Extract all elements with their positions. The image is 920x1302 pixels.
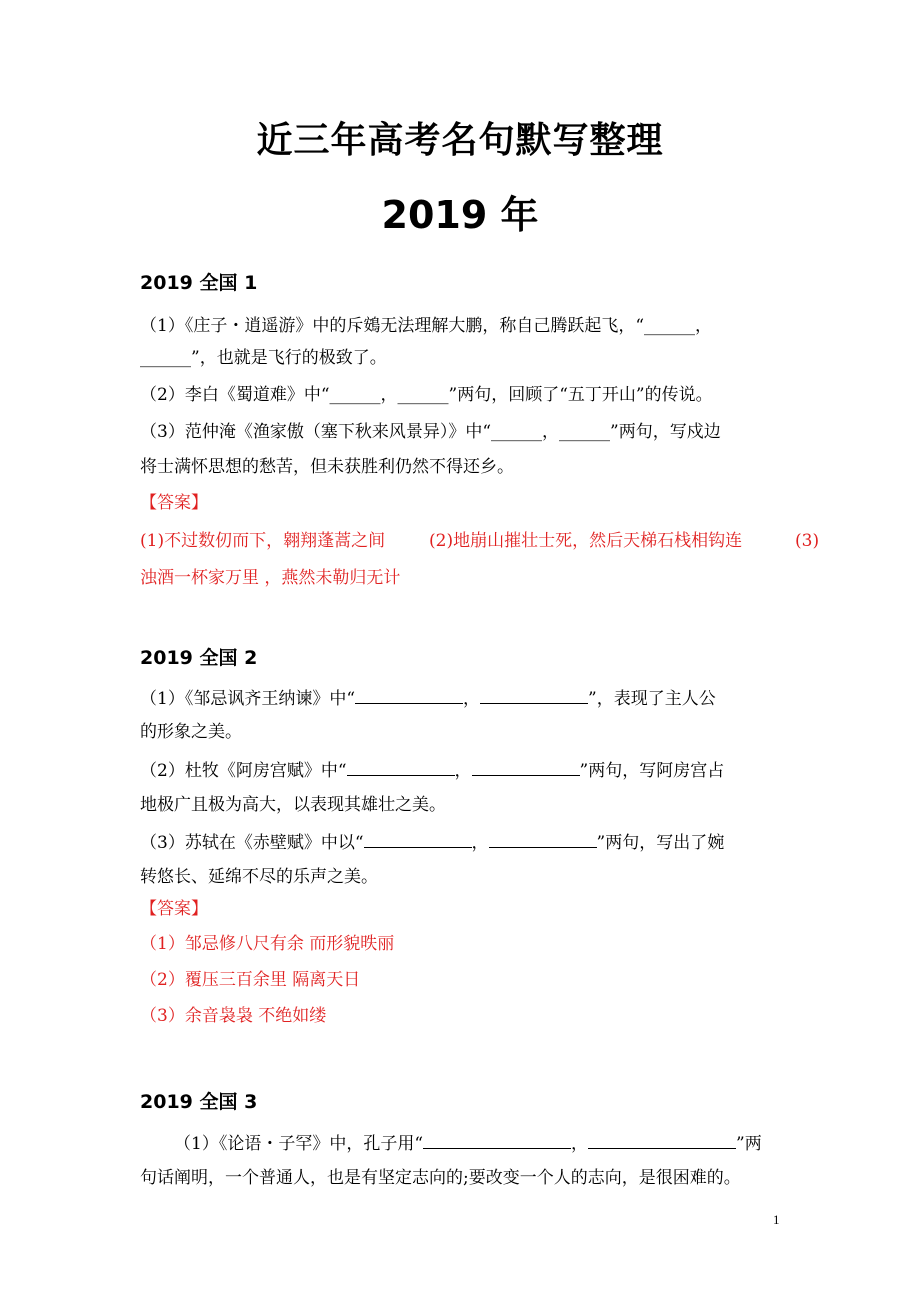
comma: ， (571, 1134, 589, 1154)
s1-question-2: （2）李白《蜀道难》中“______，______”两句，回顾了“五丁开山”的传说。 (140, 385, 713, 405)
s3-q1-prefix: （1）《论语・子罕》中，孔子用“ (174, 1134, 424, 1154)
s1-question-3-line-2: 将士满怀思想的愁苦，但未获胜利仍然不得还乡。 (140, 457, 514, 477)
year-heading: 2019 年 (381, 193, 539, 237)
s2-q2-suffix: ”两句，写阿房宫占 (579, 761, 725, 781)
s1-answer-3-number: (3) (795, 531, 820, 551)
answer-blank (480, 685, 588, 704)
s1-question-3-line-1: （3）范仲淹《渔家傲（塞下秋来风景异）》中“______，______”两句，写戍边 (140, 422, 721, 442)
answer-blank (355, 685, 463, 704)
answer-blank (588, 1130, 736, 1149)
s2-answer-label: 【答案】 (140, 899, 208, 919)
s2-question-1-line-1 (140, 685, 716, 711)
s2-answer-3: （3）余音袅袅 不绝如缕 (140, 1006, 327, 1026)
answer-blank (489, 829, 597, 848)
comma: ， (471, 833, 489, 853)
s2-question-2-line-1 (140, 757, 724, 783)
s2-answer-1: （1）邹忌修八尺有余 而形貌昳丽 (140, 934, 395, 954)
section-heading-3: 2019 全国 3 (140, 1091, 258, 1113)
section-heading-1: 2019 全国 1 (140, 272, 258, 294)
s3-q1-suffix: ”两 (736, 1134, 762, 1154)
s3-question-1-line-2: 句话阐明，一个普通人，也是有坚定志向的;要改变一个人的志向，是很困难的。 (140, 1168, 741, 1188)
answer-blank (347, 757, 455, 776)
comma: ， (454, 761, 472, 781)
s2-q1-suffix: ”，表现了主人公 (588, 689, 716, 709)
s1-answer-2: (2)地崩山摧壮士死，然后天梯石栈相钩连 (429, 531, 743, 551)
s1-question-1-line-1: （1）《庄子・逍遥游》中的斥鴳无法理解大鹏，称自己腾跃起飞，“______， (140, 316, 713, 336)
s2-q3-prefix: （3）苏轼在《赤壁赋》中以“ (140, 833, 364, 853)
s2-q3-suffix: ”两句，写出了婉 (596, 833, 725, 853)
s2-question-2-line-2: 地极广且极为高大，以表现其雄壮之美。 (140, 795, 446, 815)
s2-question-3-line-2: 转悠长、延绵不尽的乐声之美。 (140, 867, 378, 887)
s2-question-1-line-2: 的形象之美。 (140, 722, 242, 742)
s3-question-1-line-1 (174, 1130, 762, 1156)
page-number: 1 (773, 1212, 780, 1227)
s1-answer-3: 浊酒一杯家万里 ，燕然未勒归无计 (140, 568, 401, 588)
answer-blank (364, 829, 472, 848)
answer-blank (423, 1130, 571, 1149)
section-heading-2: 2019 全国 2 (140, 647, 258, 669)
answer-blank (472, 757, 580, 776)
s2-q1-prefix: （1）《邹忌讽齐王纳谏》中“ (140, 689, 356, 709)
s2-question-3-line-1 (140, 829, 724, 855)
s1-answer-label: 【答案】 (140, 493, 208, 513)
s2-answer-2: （2）覆压三百余里 隔离天日 (140, 970, 361, 990)
document-title: 近三年高考名句默写整理 (256, 120, 664, 161)
s1-question-1-line-2: ______”，也就是飞行的极致了。 (140, 348, 387, 368)
comma: ， (463, 689, 481, 709)
s2-q2-prefix: （2）杜牧《阿房宫赋》中“ (140, 761, 347, 781)
s1-answer-1: (1)不过数仞而下，翱翔蓬蒿之间 (140, 531, 386, 551)
